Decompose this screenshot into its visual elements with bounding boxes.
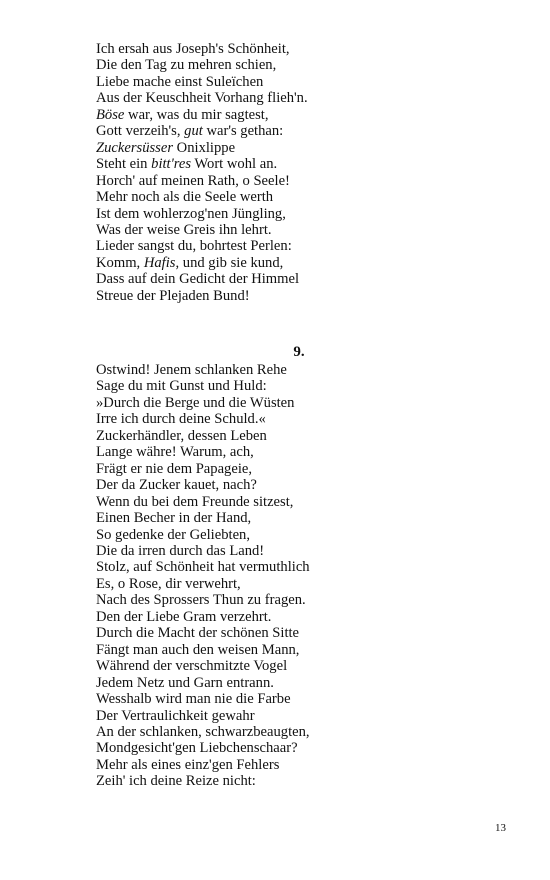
verse-line [96, 206, 496, 222]
verse-text: Mehr noch als die Seele werth [96, 189, 274, 206]
verse-text: Zeih' ich deine Reize nicht: [96, 773, 256, 790]
verse-text: Mondgesicht'gen Liebchenschaar? [96, 740, 298, 757]
verse-text: Horch' auf meinen Rath, o Seele! [96, 172, 290, 189]
verse-text: Liebe mache einst Suleïchen [96, 73, 264, 90]
verse-line [96, 461, 496, 477]
verse-line [96, 271, 496, 287]
verse-line [96, 362, 496, 378]
verse-text: Irre ich durch deine Schuld.« [96, 411, 266, 428]
verse-text: Steht ein [96, 156, 152, 173]
verse-text: Wesshalb wird man nie die Farbe [96, 691, 291, 708]
verse-text: Wort wohl an. [191, 156, 278, 173]
verse-line [96, 378, 496, 394]
verse-text: Den der Liebe Gram verzehrt. [96, 608, 272, 625]
verse-text: Der Vertraulichkeit gewahr [96, 707, 255, 724]
verse-line [96, 592, 496, 608]
verse-line [96, 609, 496, 625]
verse-line [96, 90, 496, 106]
verse-text: Stolz, auf Schönheit hat vermuthlich [96, 559, 310, 576]
verse-line [96, 494, 496, 510]
verse-text: Streue der Plejaden Bund! [96, 287, 250, 304]
verse-line [96, 123, 496, 139]
verse-text: Einen Becher in der Hand, [96, 510, 252, 527]
verse-text: Sage du mit Gunst und Huld: [96, 378, 267, 395]
poem-stanza-1 [96, 41, 496, 304]
verse-line [96, 255, 496, 271]
verse-line [96, 428, 496, 444]
verse-line [96, 576, 496, 592]
verse-text: Onixlippe [173, 139, 236, 156]
verse-text: Lieder sangst du, bohrtest Perlen: [96, 238, 292, 255]
verse-line [96, 444, 496, 460]
verse-emphasis: Böse [96, 106, 125, 123]
verse-line [96, 238, 496, 254]
verse-line [96, 691, 496, 707]
verse-line [96, 773, 496, 789]
verse-line [96, 173, 496, 189]
verse-emphasis: Hafis [143, 254, 176, 271]
verse-emphasis: bitt'res [151, 156, 192, 173]
verse-line [96, 658, 496, 674]
verse-line [96, 140, 496, 156]
verse-emphasis: gut [184, 123, 203, 140]
verse-line [96, 757, 496, 773]
verse-text: Nach des Sprossers Thun zu fragen. [96, 592, 306, 609]
verse-line [96, 395, 496, 411]
verse-text: Jedem Netz und Garn entrann. [96, 674, 274, 691]
verse-line [96, 724, 496, 740]
verse-text: Die da irren durch das Land! [96, 542, 265, 559]
verse-line [96, 156, 496, 172]
verse-text: Wenn du bei dem Freunde sitzest, [96, 493, 294, 510]
verse-text: Es, o Rose, dir verwehrt, [96, 575, 241, 592]
verse-line [96, 41, 496, 57]
verse-line [96, 411, 496, 427]
verse-line [96, 477, 496, 493]
verse-text: So gedenke der Geliebten, [96, 526, 250, 543]
poem-stanza-2 [96, 362, 496, 790]
verse-text: war, was du mir sagtest, [124, 106, 269, 123]
verse-text: Gott verzeih's, [96, 123, 185, 140]
verse-text: Durch die Macht der schönen Sitte [96, 625, 300, 642]
verse-emphasis: Zuckersüsser [96, 139, 174, 156]
verse-text: Mehr als eines einz'gen Fehlers [96, 756, 280, 773]
poem-number-heading: 9. [293, 344, 305, 360]
verse-text: Komm, [96, 254, 144, 271]
verse-text: Während der verschmitzte Vogel [96, 658, 288, 675]
verse-text: Dass auf dein Gedicht der Himmel [96, 271, 300, 288]
verse-text: Die den Tag zu mehren schien, [96, 57, 277, 74]
verse-line [96, 57, 496, 73]
verse-line [96, 74, 496, 90]
verse-text: An der schlanken, schwarzbeaugten, [96, 723, 310, 740]
verse-line [96, 288, 496, 304]
verse-text: Ist dem wohlerzog'nen Jüngling, [96, 205, 286, 222]
verse-line [96, 708, 496, 724]
verse-line [96, 527, 496, 543]
verse-text: »Durch die Berge und die Wüsten [96, 394, 295, 411]
verse-line [96, 107, 496, 123]
verse-line [96, 675, 496, 691]
verse-text: Was der weise Greis ihn lehrt. [96, 221, 272, 238]
verse-line [96, 543, 496, 559]
verse-text: Der da Zucker kauet, nach? [96, 477, 257, 494]
verse-line [96, 642, 496, 658]
verse-text: Fängt man auch den weisen Mann, [96, 641, 300, 658]
verse-line [96, 510, 496, 526]
verse-text: Frägt er nie dem Papageie, [96, 460, 253, 477]
page-number: 13 [495, 822, 506, 834]
verse-text: Zuckerhändler, dessen Leben [96, 427, 267, 444]
verse-text: Aus der Keuschheit Vorhang flieh'n. [96, 90, 308, 107]
verse-text: , und gib sie kund, [175, 254, 284, 271]
verse-line [96, 559, 496, 575]
verse-text: Ich ersah aus Joseph's Schönheit, [96, 41, 290, 57]
verse-text: war's gethan: [202, 123, 284, 140]
verse-line [96, 740, 496, 756]
verse-line [96, 189, 496, 205]
verse-text: Ostwind! Jenem schlanken Rehe [96, 362, 287, 378]
verse-line [96, 222, 496, 238]
verse-line [96, 625, 496, 641]
verse-text: Lange währe! Warum, ach, [96, 444, 254, 461]
